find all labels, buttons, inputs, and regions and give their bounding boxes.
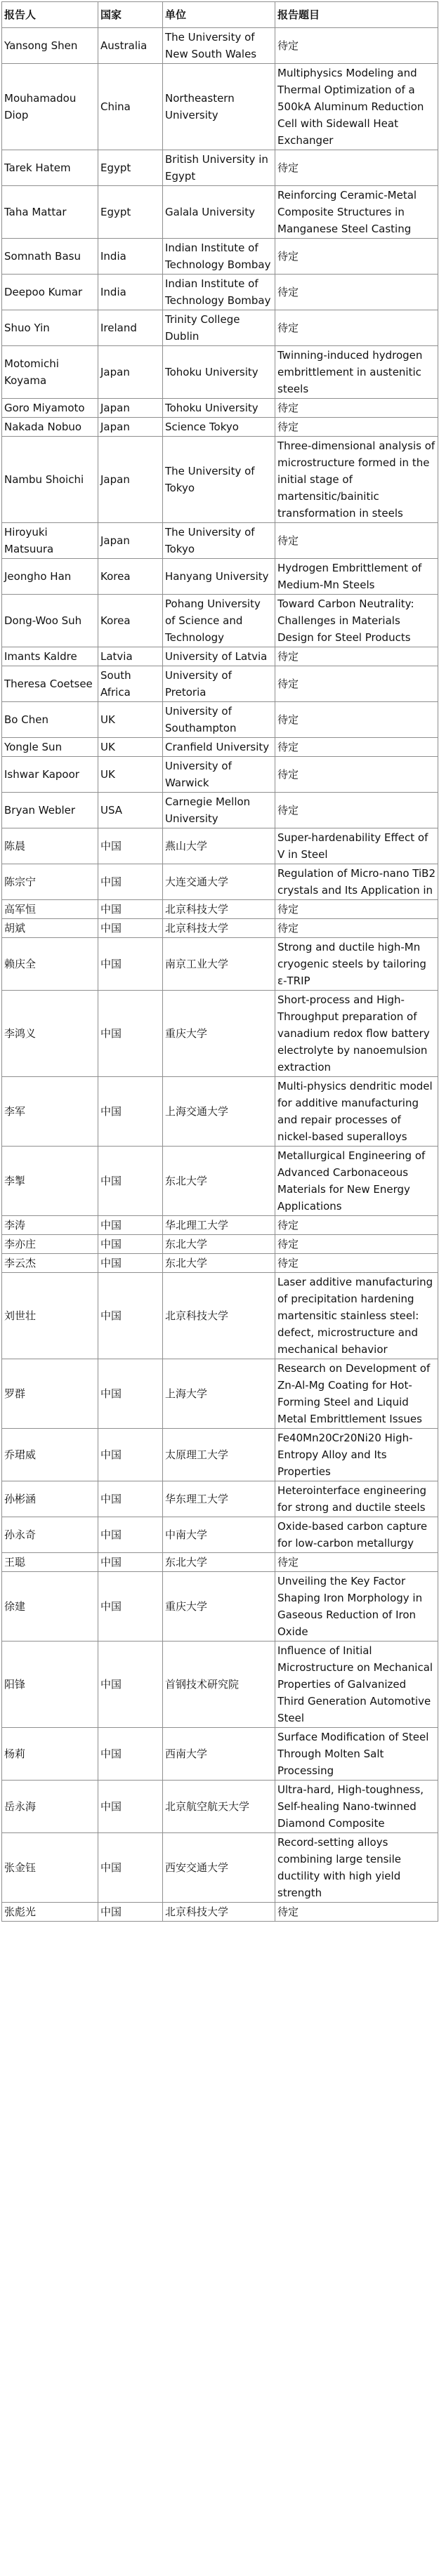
speaker-cell: 张金钰 — [2, 1833, 98, 1903]
speaker-cell: 杨莉 — [2, 1728, 98, 1781]
table-row — [2, 991, 438, 1077]
table-row — [2, 938, 438, 991]
country-cell: 中国 — [98, 1216, 163, 1235]
country-cell: 中国 — [98, 1833, 163, 1903]
country-cell: Egypt — [98, 150, 163, 186]
country-cell: India — [98, 239, 163, 275]
table-row — [2, 1572, 438, 1642]
speaker-cell: Shuo Yin — [2, 310, 98, 346]
affiliation-cell: 华东理工大学 — [163, 1481, 275, 1517]
affiliation-cell: 北京航空航天大学 — [163, 1781, 275, 1833]
speaker-cell: 高军恒 — [2, 900, 98, 919]
talk-title-cell: Multiphysics Modeling and Thermal Optimization of a 500kA Aluminum Reduction Cell with Sidewall Heat Exchanger — [275, 64, 438, 150]
speaker-cell: Theresa Coetsee — [2, 666, 98, 702]
speaker-cell: Hiroyuki Matsuura — [2, 523, 98, 559]
table-row — [2, 239, 438, 275]
talk-title-cell: Ultra-hard, High-toughness, Self-healing Nano-twinned Diamond Composite — [275, 1781, 438, 1833]
affiliation-cell: Northeastern University — [163, 64, 275, 150]
speaker-cell: Nakada Nobuo — [2, 418, 98, 437]
speaker-cell: 李鸿义 — [2, 991, 98, 1077]
country-cell: 中国 — [98, 1781, 163, 1833]
country-cell: 中国 — [98, 1572, 163, 1642]
country-cell: 中国 — [98, 1429, 163, 1481]
speaker-table — [1, 1, 438, 1922]
talk-title-cell: 待定 — [275, 1216, 438, 1235]
speaker-cell: 陈晨 — [2, 828, 98, 864]
header-talk-title: 报告题目 — [275, 2, 438, 28]
affiliation-cell: 中南大学 — [163, 1517, 275, 1553]
affiliation-cell: 北京科技大学 — [163, 919, 275, 938]
talk-title-cell: 待定 — [275, 150, 438, 186]
country-cell: Egypt — [98, 186, 163, 239]
country-cell: 中国 — [98, 900, 163, 919]
table-row — [2, 647, 438, 666]
affiliation-cell: 重庆大学 — [163, 1572, 275, 1642]
country-cell: 中国 — [98, 1553, 163, 1572]
affiliation-cell: Science Tokyo — [163, 418, 275, 437]
talk-title-cell: 待定 — [275, 757, 438, 793]
talk-title-cell: Strong and ductile high-Mn cryogenic steels by tailoring ε-TRIP — [275, 938, 438, 991]
table-row — [2, 864, 438, 900]
country-cell: 中国 — [98, 828, 163, 864]
speaker-cell: 罗群 — [2, 1359, 98, 1429]
speaker-cell: Bo Chen — [2, 702, 98, 738]
country-cell: South Africa — [98, 666, 163, 702]
speaker-cell: Bryan Webler — [2, 793, 98, 828]
affiliation-cell: British University in Egypt — [163, 150, 275, 186]
talk-title-cell: 待定 — [275, 28, 438, 64]
talk-title-cell: 待定 — [275, 275, 438, 310]
speaker-cell: Motomichi Koyama — [2, 346, 98, 399]
country-cell: 中国 — [98, 938, 163, 991]
talk-title-cell: Influence of Initial Microstructure on Mechanical Properties of Galvanized Third Generation Automotive Steel — [275, 1642, 438, 1728]
speaker-cell: 李涛 — [2, 1216, 98, 1235]
country-cell: 中国 — [98, 1273, 163, 1359]
header-affiliation: 单位 — [163, 2, 275, 28]
table-row — [2, 1235, 438, 1254]
table-row — [2, 1216, 438, 1235]
talk-title-cell: 待定 — [275, 310, 438, 346]
talk-title-cell: 待定 — [275, 399, 438, 418]
talk-title-cell: Laser additive manufacturing of precipitation hardening martensitic stainless steel: defect, microstructure and mechanical behavior — [275, 1273, 438, 1359]
country-cell: 中国 — [98, 1147, 163, 1216]
country-cell: 中国 — [98, 1077, 163, 1147]
talk-title-cell: Record-setting alloys combining large tensile ductility with high yield strength — [275, 1833, 438, 1903]
affiliation-cell: University of Pretoria — [163, 666, 275, 702]
affiliation-cell: The University of Tokyo — [163, 523, 275, 559]
affiliation-cell: University of Southampton — [163, 702, 275, 738]
table-row — [2, 186, 438, 239]
table-row — [2, 1781, 438, 1833]
speaker-cell: 岳永海 — [2, 1781, 98, 1833]
table-row — [2, 1833, 438, 1903]
country-cell: Japan — [98, 399, 163, 418]
country-cell: 中国 — [98, 1359, 163, 1429]
table-row — [2, 828, 438, 864]
talk-title-cell: Oxide-based carbon capture for low-carbon metallurgy — [275, 1517, 438, 1553]
speaker-cell: 孙永奇 — [2, 1517, 98, 1553]
table-row — [2, 900, 438, 919]
speaker-cell: Yansong Shen — [2, 28, 98, 64]
affiliation-cell: 北京科技大学 — [163, 1273, 275, 1359]
table-row — [2, 1359, 438, 1429]
speaker-cell: 李军 — [2, 1077, 98, 1147]
speaker-cell: 徐建 — [2, 1572, 98, 1642]
talk-title-cell: 待定 — [275, 793, 438, 828]
country-cell: 中国 — [98, 1642, 163, 1728]
affiliation-cell: 重庆大学 — [163, 991, 275, 1077]
table-row — [2, 559, 438, 595]
country-cell: India — [98, 275, 163, 310]
table-row — [2, 1147, 438, 1216]
affiliation-cell: Tohoku University — [163, 399, 275, 418]
country-cell: 中国 — [98, 919, 163, 938]
speaker-cell: Tarek Hatem — [2, 150, 98, 186]
talk-title-cell: Super-hardenability Effect of V in Steel — [275, 828, 438, 864]
country-cell: Korea — [98, 559, 163, 595]
talk-title-cell: Surface Modification of Steel Through Molten Salt Processing — [275, 1728, 438, 1781]
speaker-cell: 张彪光 — [2, 1903, 98, 1922]
affiliation-cell: 西南大学 — [163, 1728, 275, 1781]
country-cell: Japan — [98, 523, 163, 559]
affiliation-cell: University of Latvia — [163, 647, 275, 666]
speaker-cell: 刘世壮 — [2, 1273, 98, 1359]
talk-title-cell: Metallurgical Engineering of Advanced Carbonaceous Materials for New Energy Applications — [275, 1147, 438, 1216]
talk-title-cell: Regulation of Micro-nano TiB2 crystals and Its Application in — [275, 864, 438, 900]
country-cell: 中国 — [98, 1254, 163, 1273]
affiliation-cell: The University of New South Wales — [163, 28, 275, 64]
talk-title-cell: Fe40Mn20Cr20Ni20 High-Entropy Alloy and Its Properties — [275, 1429, 438, 1481]
talk-title-cell: 待定 — [275, 900, 438, 919]
affiliation-cell: 北京科技大学 — [163, 900, 275, 919]
country-cell: UK — [98, 702, 163, 738]
speaker-cell: Mouhamadou Diop — [2, 64, 98, 150]
country-cell: Japan — [98, 437, 163, 523]
table-row — [2, 1254, 438, 1273]
speaker-cell: 王聪 — [2, 1553, 98, 1572]
affiliation-cell: 上海大学 — [163, 1359, 275, 1429]
talk-title-cell: Research on Development of Zn-Al-Mg Coating for Hot-Forming Steel and Liquid Metal Embrittlement Issues — [275, 1359, 438, 1429]
speaker-cell: 阳锋 — [2, 1642, 98, 1728]
affiliation-cell: 首钢技术研究院 — [163, 1642, 275, 1728]
affiliation-cell: University of Warwick — [163, 757, 275, 793]
speaker-cell: Ishwar Kapoor — [2, 757, 98, 793]
country-cell: 中国 — [98, 864, 163, 900]
speaker-cell: Deepoo Kumar — [2, 275, 98, 310]
talk-title-cell: 待定 — [275, 738, 438, 757]
speaker-cell: Somnath Basu — [2, 239, 98, 275]
affiliation-cell: 上海交通大学 — [163, 1077, 275, 1147]
table-row — [2, 738, 438, 757]
table-row — [2, 523, 438, 559]
talk-title-cell: Multi-physics dendritic model for additive manufacturing and repair processes of nickel-based superalloys — [275, 1077, 438, 1147]
speaker-cell: 李云杰 — [2, 1254, 98, 1273]
affiliation-cell: 东北大学 — [163, 1553, 275, 1572]
speaker-cell: 孙彬涵 — [2, 1481, 98, 1517]
talk-title-cell: Short-process and High-Throughput preparation of vanadium redox flow battery electrolyte by nanoemulsion extraction — [275, 991, 438, 1077]
country-cell: 中国 — [98, 1517, 163, 1553]
country-cell: Latvia — [98, 647, 163, 666]
table-row — [2, 310, 438, 346]
country-cell: 中国 — [98, 1903, 163, 1922]
speaker-cell: 李掣 — [2, 1147, 98, 1216]
affiliation-cell: 东北大学 — [163, 1235, 275, 1254]
country-cell: Japan — [98, 418, 163, 437]
affiliation-cell: 南京工业大学 — [163, 938, 275, 991]
speaker-cell: Dong-Woo Suh — [2, 595, 98, 647]
table-row — [2, 1429, 438, 1481]
country-cell: Japan — [98, 346, 163, 399]
affiliation-cell: Indian Institute of Technology Bombay — [163, 275, 275, 310]
speaker-cell: Yongle Sun — [2, 738, 98, 757]
table-row — [2, 275, 438, 310]
talk-title-cell: Hydrogen Embrittlement of Medium-Mn Steels — [275, 559, 438, 595]
affiliation-cell: 华北理工大学 — [163, 1216, 275, 1235]
talk-title-cell: 待定 — [275, 1235, 438, 1254]
affiliation-cell: 东北大学 — [163, 1147, 275, 1216]
speaker-cell: Jeongho Han — [2, 559, 98, 595]
affiliation-cell: 东北大学 — [163, 1254, 275, 1273]
talk-title-cell: 待定 — [275, 239, 438, 275]
speaker-cell: Imants Kaldre — [2, 647, 98, 666]
affiliation-cell: Carnegie Mellon University — [163, 793, 275, 828]
country-cell: UK — [98, 738, 163, 757]
speaker-cell: 乔珺威 — [2, 1429, 98, 1481]
talk-title-cell: 待定 — [275, 523, 438, 559]
talk-title-cell: Reinforcing Ceramic-Metal Composite Structures in Manganese Steel Casting — [275, 186, 438, 239]
table-row — [2, 1481, 438, 1517]
country-cell: 中国 — [98, 1728, 163, 1781]
affiliation-cell: 西安交通大学 — [163, 1833, 275, 1903]
talk-title-cell: Toward Carbon Neutrality: Challenges in Materials Design for Steel Products — [275, 595, 438, 647]
table-row — [2, 28, 438, 64]
header-row — [2, 2, 438, 28]
table-row — [2, 702, 438, 738]
table-row — [2, 1903, 438, 1922]
country-cell: China — [98, 64, 163, 150]
talk-title-cell: 待定 — [275, 647, 438, 666]
table-row — [2, 757, 438, 793]
table-row — [2, 1077, 438, 1147]
affiliation-cell: Trinity College Dublin — [163, 310, 275, 346]
affiliation-cell: 燕山大学 — [163, 828, 275, 864]
country-cell: Ireland — [98, 310, 163, 346]
affiliation-cell: 太原理工大学 — [163, 1429, 275, 1481]
speaker-cell: 胡斌 — [2, 919, 98, 938]
talk-title-cell: Twinning-induced hydrogen embrittlement in austenitic steels — [275, 346, 438, 399]
country-cell: Australia — [98, 28, 163, 64]
talk-title-cell: 待定 — [275, 418, 438, 437]
country-cell: Korea — [98, 595, 163, 647]
header-country: 国家 — [98, 2, 163, 28]
speaker-cell: 李亦庄 — [2, 1235, 98, 1254]
talk-title-cell: Heterointerface engineering for strong and ductile steels — [275, 1481, 438, 1517]
table-row — [2, 1517, 438, 1553]
table-row — [2, 595, 438, 647]
talk-title-cell: 待定 — [275, 702, 438, 738]
country-cell: 中国 — [98, 991, 163, 1077]
country-cell: 中国 — [98, 1481, 163, 1517]
table-row — [2, 346, 438, 399]
table-row — [2, 418, 438, 437]
table-row — [2, 666, 438, 702]
talk-title-cell: 待定 — [275, 1903, 438, 1922]
affiliation-cell: Pohang University of Science and Technology — [163, 595, 275, 647]
country-cell: UK — [98, 757, 163, 793]
speaker-cell: Nambu Shoichi — [2, 437, 98, 523]
affiliation-cell: 大连交通大学 — [163, 864, 275, 900]
country-cell: 中国 — [98, 1235, 163, 1254]
table-row — [2, 793, 438, 828]
affiliation-cell: Indian Institute of Technology Bombay — [163, 239, 275, 275]
talk-title-cell: 待定 — [275, 919, 438, 938]
speaker-cell: Taha Mattar — [2, 186, 98, 239]
table-row — [2, 1273, 438, 1359]
talk-title-cell: 待定 — [275, 1254, 438, 1273]
table-row — [2, 150, 438, 186]
affiliation-cell: Galala University — [163, 186, 275, 239]
table-row — [2, 399, 438, 418]
affiliation-cell: 北京科技大学 — [163, 1903, 275, 1922]
table-row — [2, 437, 438, 523]
speaker-cell: 赖庆全 — [2, 938, 98, 991]
table-row — [2, 919, 438, 938]
affiliation-cell: Cranfield University — [163, 738, 275, 757]
affiliation-cell: Hanyang University — [163, 559, 275, 595]
talk-title-cell: Three-dimensional analysis of microstructure formed in the initial stage of martensitic/bainitic transformation in steels — [275, 437, 438, 523]
talk-title-cell: 待定 — [275, 1553, 438, 1572]
talk-title-cell: Unveiling the Key Factor Shaping Iron Morphology in Gaseous Reduction of Iron Oxide — [275, 1572, 438, 1642]
table-row — [2, 1728, 438, 1781]
table-row — [2, 64, 438, 150]
talk-title-cell: 待定 — [275, 666, 438, 702]
speaker-cell: Goro Miyamoto — [2, 399, 98, 418]
table-row — [2, 1553, 438, 1572]
table-row — [2, 1642, 438, 1728]
affiliation-cell: The University of Tokyo — [163, 437, 275, 523]
speaker-cell: 陈宗宁 — [2, 864, 98, 900]
affiliation-cell: Tohoku University — [163, 346, 275, 399]
country-cell: USA — [98, 793, 163, 828]
header-speaker: 报告人 — [2, 2, 98, 28]
